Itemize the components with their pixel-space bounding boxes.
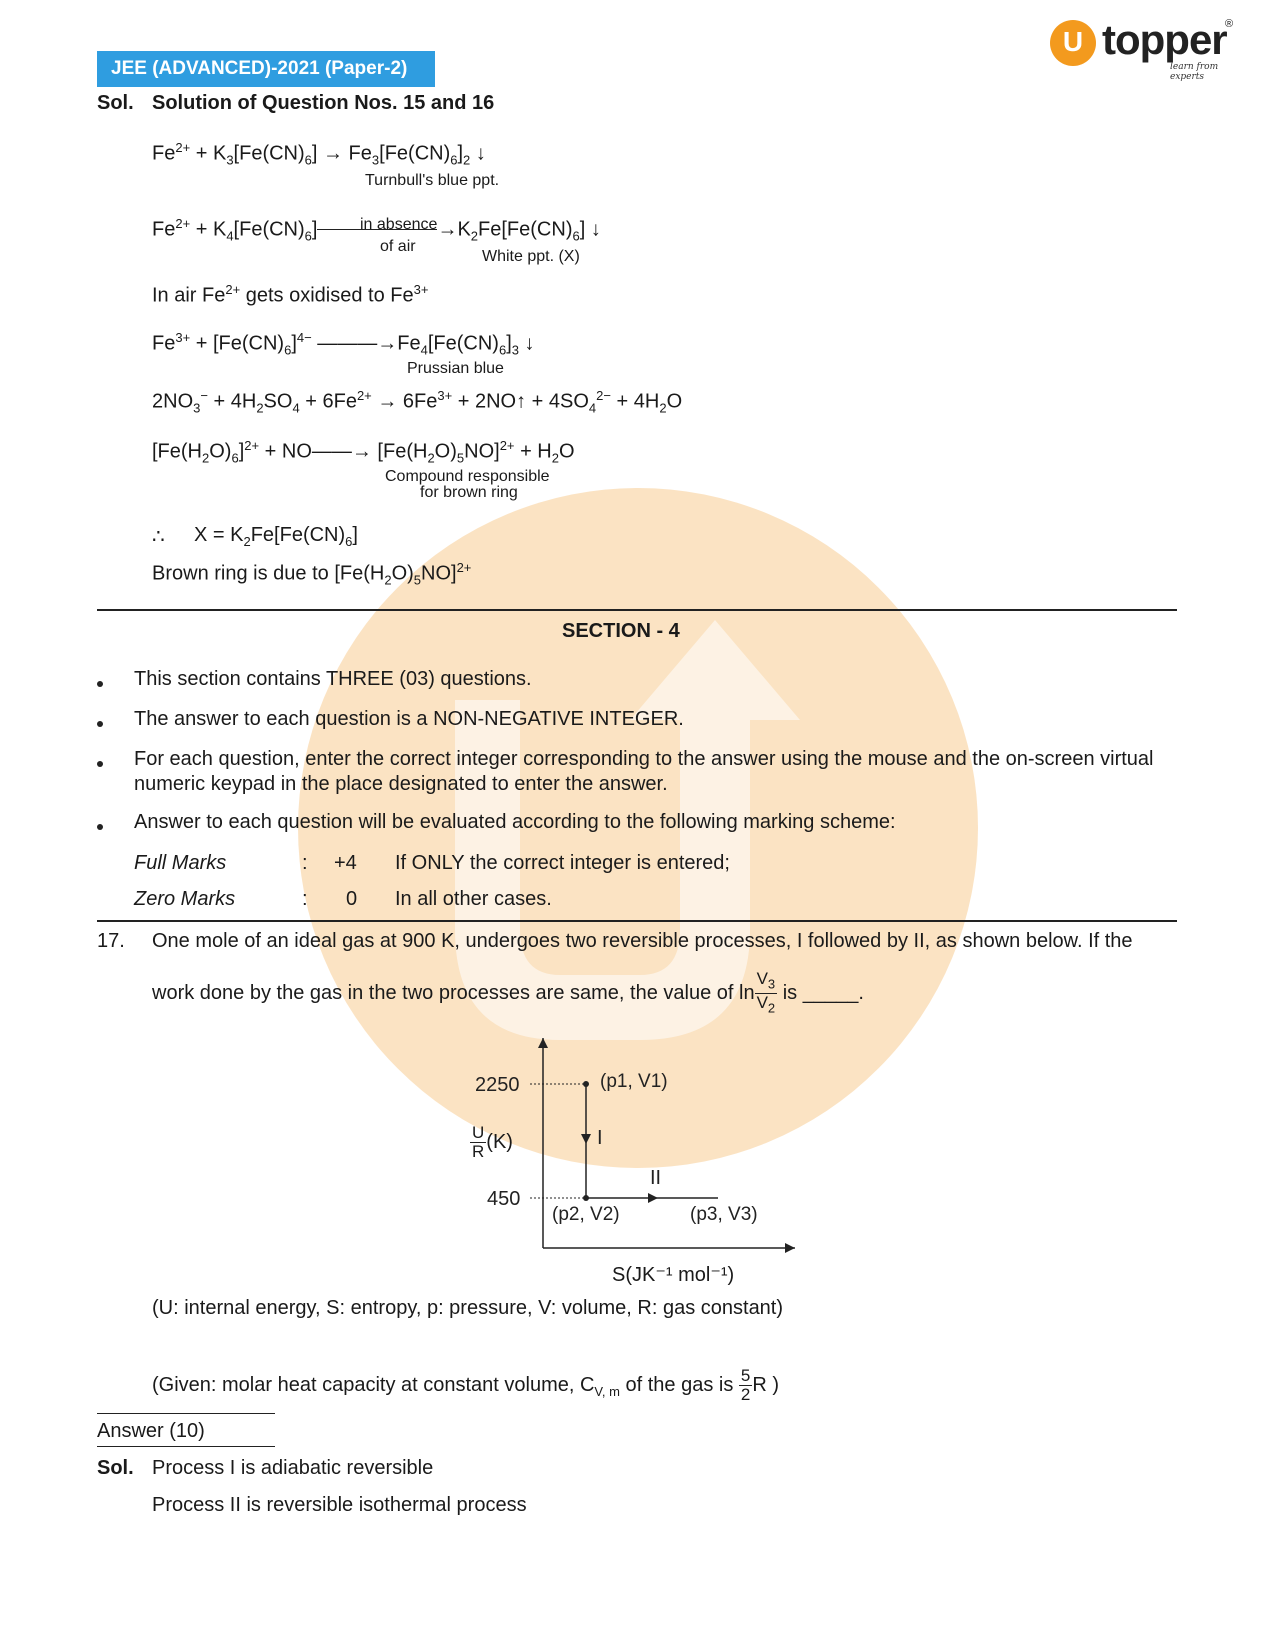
question-text-line1: One mole of an ideal gas at 900 K, undergoes two reversible processes, I followed by II, as shown below. If the — [152, 930, 1133, 952]
zero-marks-desc: In all other cases. — [395, 888, 552, 910]
answer-label: Answer (10) — [97, 1420, 205, 1442]
answer-sol-label: Sol. — [97, 1457, 134, 1479]
five-halves-fraction: $\frac{5}{2}$ — [740, 1366, 751, 1404]
brown-ring-label-1: Compound responsible — [385, 468, 550, 485]
y-tick-450: 450 — [487, 1188, 521, 1210]
therefore-symbol: ∴ — [152, 526, 165, 548]
turnbull-label: Turnbull's blue ppt. — [365, 172, 500, 189]
answer-rule-top — [97, 1413, 275, 1414]
zero-marks-label: Zero Marks — [134, 888, 236, 910]
ln-v3-v2-fraction: $\frac{V_3}{V_2}$ — [756, 969, 776, 1016]
question-number: 17. — [97, 930, 125, 952]
given-text-c: R ) — [752, 1373, 780, 1396]
question-given — [152, 1367, 779, 1404]
section-bullet-1: This section contains THREE (03) questions. — [134, 668, 532, 690]
given-text-a: (Given: molar heat capacity at constant volume, C — [152, 1373, 595, 1396]
zero-marks-colon: : — [302, 888, 308, 910]
full-marks-label: Full Marks — [134, 852, 227, 874]
point-label-p2-v2: (p2, V2) — [552, 1204, 620, 1225]
section-bullet-3: For each question, enter the correct integer corresponding to the answer using the mouse and the on-screen virtual — [134, 748, 1154, 770]
exam-tag: JEE (ADVANCED)-2021 (Paper-2) — [97, 51, 435, 87]
point-label-p1-v1: (p1, V1) — [600, 1071, 668, 1092]
prussian-label: Prussian blue — [407, 360, 504, 377]
logo-mark: U — [1062, 26, 1084, 57]
question-text-line2a: work done by the gas in the two processes are same, the value of — [152, 982, 734, 1005]
question-text-line2b: is _____. — [782, 982, 864, 1005]
chart-xlabel: S(JK⁻¹ mol⁻¹) — [612, 1264, 735, 1286]
answer-line-2: Process II is reversible isothermal process — [152, 1494, 527, 1516]
given-text-b: of the gas is — [625, 1373, 734, 1396]
y-tick-2250: 2250 — [475, 1074, 520, 1096]
condition-top: in absence — [360, 216, 438, 233]
given-sub: V, m — [594, 1383, 620, 1399]
logo-registered: ® — [1225, 18, 1234, 30]
question-legend: (U: internal energy, S: entropy, p: pressure, V: volume, R: gas constant) — [152, 1297, 784, 1319]
point-p2-v2 — [583, 1195, 589, 1201]
white-ppt-label: White ppt. (X) — [482, 248, 580, 265]
process-label-II: II — [650, 1167, 662, 1189]
point-label-p3-v3: (p3, V3) — [690, 1204, 758, 1225]
sol-label: Sol. — [97, 92, 134, 114]
y-axis-arrow-icon — [538, 1038, 548, 1048]
section-bullet-4: Answer to each question will be evaluated according to the following marking scheme: — [134, 811, 896, 833]
zero-marks-value: 0 — [346, 888, 358, 910]
equation-turnbull: $Fe^{2+} + K_3[Fe(CN)_6] \to Fe_3[Fe(CN)_6]_2$ ↓ — [152, 140, 486, 168]
section-bullet-3-cont: numeric keypad in the place designated to enter the answer. — [134, 773, 668, 795]
x-axis-arrow-icon — [785, 1243, 795, 1253]
logo-tagline: learn from experts — [1170, 62, 1219, 82]
process-I-arrow-icon — [581, 1134, 591, 1144]
process-label-I: I — [597, 1127, 603, 1149]
equation-nitrate: $2NO_3^- + 4H_2SO_4 + 6Fe^{2+} \to 6Fe^{3+}$ + 2NO↑ + $4SO_4^{2-} + 4H_2O$ — [152, 388, 683, 416]
section-title: SECTION - 4 — [562, 620, 680, 642]
answer-line-1: Process I is adiabatic reversible — [152, 1457, 434, 1479]
brown-ring-conclusion: Brown ring is due to $[Fe(H_2O)_5NO]^{2+}$ — [152, 560, 472, 588]
question-text-line2: work done by the gas in the two processes are same, the value of ln $\frac{V_3}{V_2}$ is _____. — [152, 969, 864, 1016]
process-II-arrow-icon — [648, 1193, 658, 1203]
full-marks-value: +4 — [334, 852, 357, 874]
full-marks-desc: If ONLY the correct integer is entered; — [395, 852, 730, 874]
answer-rule-bottom — [97, 1446, 275, 1447]
equation-brown-ring: $[Fe(H_2O)_6]^{2+}$ + NO——→ $[Fe(H_2O)_5NO]^{2+} + H_2O$ — [152, 438, 575, 466]
equation-white-ppt: $Fe^{2+} + K_4[Fe(CN)_6] \to K_2Fe[Fe(CN)_6]$ ↓ — [152, 216, 601, 244]
brown-ring-label-2: for brown ring — [420, 484, 518, 501]
full-marks-colon: : — [302, 852, 308, 874]
solution-title: Solution of Question Nos. 15 and 16 — [152, 92, 495, 114]
equation-prussian: $Fe^{3+} + [Fe(CN)_6]^{4-}$ $———\to Fe_4[Fe(CN)_6]_3$ ↓ — [152, 330, 535, 358]
chart-ylabel: $\frac{U}{R}$ (K) — [472, 1123, 513, 1161]
logo-brand: topper — [1102, 16, 1227, 63]
x-identity: $X = K_2Fe[Fe(CN)_6]$ — [194, 524, 358, 549]
point-p1-v1 — [583, 1081, 589, 1087]
section-bullet-2: The answer to each question is a NON-NEGATIVE INTEGER. — [134, 708, 684, 730]
condition-bottom: of air — [380, 238, 416, 255]
air-oxidation-line: In air $Fe^{2+}$ gets oxidised to $Fe^{3+}$ — [152, 282, 429, 307]
